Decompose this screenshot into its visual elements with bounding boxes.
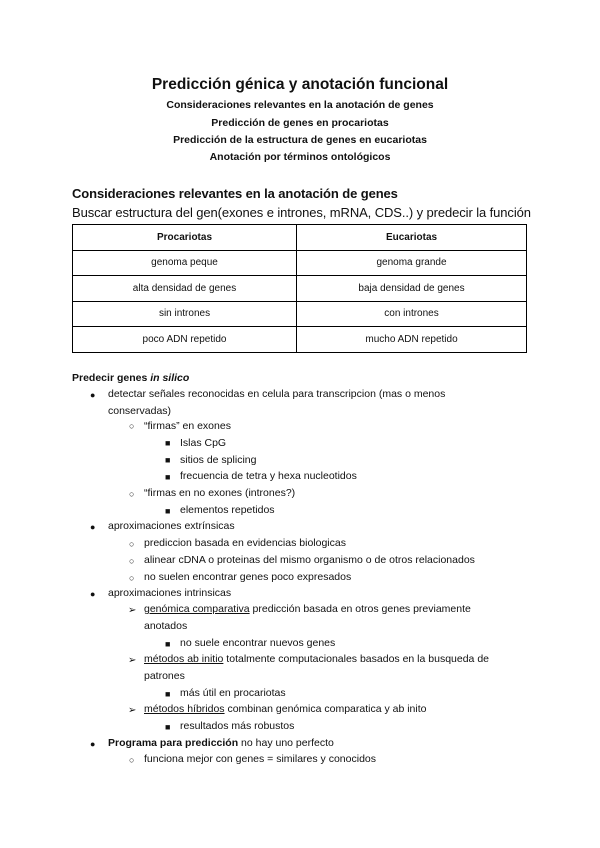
notes-heading bbox=[72, 372, 189, 384]
list-item: Islas CpG bbox=[180, 437, 227, 449]
table-cell: sin intrones bbox=[73, 301, 297, 327]
term-bold: Programa para predicción bbox=[108, 737, 239, 749]
list-item: sitios de splicing bbox=[180, 454, 257, 466]
table-header-cell: Eucariotas bbox=[297, 225, 527, 251]
square-bullet-icon: ■ bbox=[165, 506, 171, 516]
list-item: no suelen encontrar genes poco expresados bbox=[144, 571, 352, 583]
list-item: frecuencia de tetra y hexa nucleotidos bbox=[180, 470, 357, 482]
bullet-icon: ● bbox=[90, 589, 96, 599]
square-bullet-icon: ■ bbox=[165, 639, 171, 649]
list-item: aproximaciones intrinsicas bbox=[108, 587, 232, 599]
toc-item: Predicción de la estructura de genes en eucariotas bbox=[173, 134, 427, 146]
bullet-icon: ● bbox=[90, 522, 96, 532]
square-bullet-icon: ■ bbox=[165, 722, 171, 732]
list-item: más útil en procariotas bbox=[180, 687, 286, 699]
table-row bbox=[73, 301, 527, 327]
term-description: predicción basada en otros genes previamente bbox=[249, 603, 471, 615]
circle-bullet-icon: ○ bbox=[129, 573, 135, 583]
square-bullet-icon: ■ bbox=[165, 438, 171, 448]
term-description: combinan genómica comparatica y ab inito bbox=[224, 703, 427, 715]
arrow-bullet-icon: ➢ bbox=[128, 655, 137, 666]
arrow-bullet-icon: ➢ bbox=[128, 605, 137, 616]
list-item: “firmas” en exones bbox=[144, 420, 231, 432]
square-bullet-icon: ■ bbox=[165, 689, 171, 699]
list-item: “firmas en no exones (intrones?) bbox=[144, 487, 296, 499]
table-row bbox=[73, 276, 527, 302]
table-header-row bbox=[73, 225, 527, 251]
list-item bbox=[144, 653, 489, 665]
circle-bullet-icon: ○ bbox=[129, 755, 135, 765]
list-item: no suele encontrar nuevos genes bbox=[180, 637, 336, 649]
list-item: alinear cDNA o proteinas del mismo organismo o de otros relacionados bbox=[144, 554, 475, 566]
page-title: Predicción génica y anotación funcional bbox=[151, 76, 449, 93]
bullet-icon: ● bbox=[90, 739, 96, 749]
notes-heading-italic: in silico bbox=[150, 372, 190, 384]
term-description: no hay uno perfecto bbox=[238, 737, 334, 749]
table-cell: con intrones bbox=[297, 301, 527, 327]
table-cell: mucho ADN repetido bbox=[297, 327, 527, 353]
circle-bullet-icon: ○ bbox=[129, 539, 135, 549]
table-cell: genoma peque bbox=[73, 250, 297, 276]
table-cell: baja densidad de genes bbox=[297, 276, 527, 302]
table-cell: alta densidad de genes bbox=[73, 276, 297, 302]
list-item: elementos repetidos bbox=[180, 504, 275, 516]
list-item: aproximaciones extrínsicas bbox=[108, 520, 235, 532]
list-item-continuation: anotados bbox=[144, 620, 188, 632]
circle-bullet-icon: ○ bbox=[129, 421, 135, 431]
toc-item: Anotación por términos ontológicos bbox=[209, 151, 391, 163]
term-underlined: genómica comparativa bbox=[144, 603, 250, 615]
table-header-cell: Procariotas bbox=[73, 225, 297, 251]
table-cell: poco ADN repetido bbox=[73, 327, 297, 353]
toc-item: Predicción de genes en procariotas bbox=[211, 117, 389, 129]
toc-item: Consideraciones relevantes en la anotación de genes bbox=[166, 99, 434, 111]
list-item-continuation: patrones bbox=[144, 670, 185, 682]
table-row bbox=[73, 327, 527, 353]
term-description: totalmente computacionales basados en la busqueda de bbox=[223, 653, 489, 665]
circle-bullet-icon: ○ bbox=[129, 489, 135, 499]
table-row bbox=[73, 250, 527, 276]
notes-heading-text: Predecir genes bbox=[72, 372, 151, 384]
term-underlined: métodos ab initio bbox=[144, 653, 224, 665]
term-underlined: métodos híbridos bbox=[144, 703, 225, 715]
square-bullet-icon: ■ bbox=[165, 455, 171, 465]
square-bullet-icon: ■ bbox=[165, 472, 171, 482]
bullet-icon: ● bbox=[90, 390, 96, 400]
section-heading: Consideraciones relevantes en la anotación de genes bbox=[72, 186, 398, 201]
list-item: funciona mejor con genes = similares y conocidos bbox=[144, 753, 376, 765]
arrow-bullet-icon: ➢ bbox=[128, 705, 137, 716]
list-item bbox=[108, 737, 334, 749]
comparison-table bbox=[72, 224, 527, 353]
list-item: prediccion basada en evidencias biologicas bbox=[144, 537, 346, 549]
table-cell: genoma grande bbox=[297, 250, 527, 276]
circle-bullet-icon: ○ bbox=[129, 556, 135, 566]
section-subheading: Buscar estructura del gen(exones e intrones, mRNA, CDS..) y predecir la función bbox=[72, 205, 531, 220]
list-item-continuation: conservadas) bbox=[108, 405, 172, 417]
list-item bbox=[144, 703, 427, 715]
list-item bbox=[144, 603, 471, 615]
list-item: detectar señales reconocidas en celula para transcripcion (mas o menos bbox=[108, 388, 446, 400]
list-item: resultados más robustos bbox=[180, 720, 295, 732]
